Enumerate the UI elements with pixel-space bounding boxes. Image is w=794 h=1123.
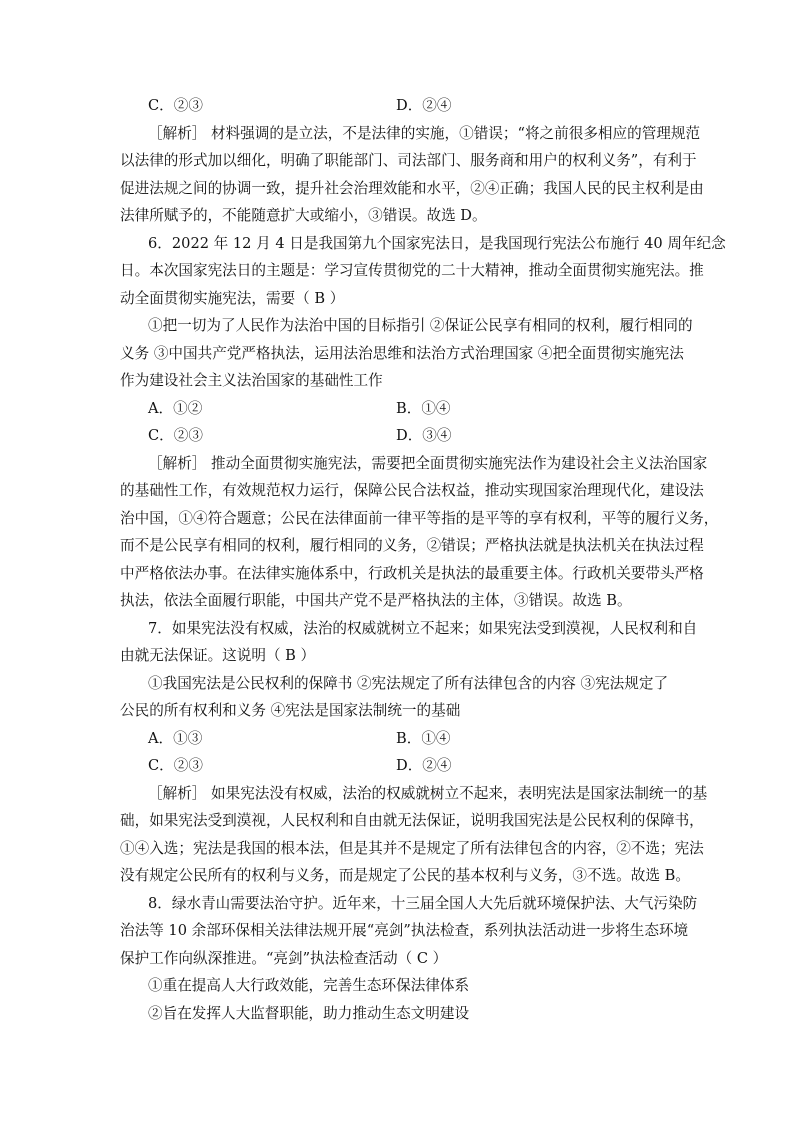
q8-stem-line: 治法等 10 余部环保相关法律法规开展“亮剑”执法检查，系列执法活动进一步将生态环境 bbox=[120, 922, 689, 939]
q8-stem-line: 保护工作向纵深推进。“亮剑”执法检查活动（ C ） bbox=[120, 950, 448, 967]
q7-option-a: A．①③ bbox=[148, 730, 203, 747]
q6-analysis-line: 的基础性工作，有效规范权力运行，保障公民合法权益，推动实现国家治理现代化，建设法 bbox=[120, 482, 704, 499]
q7-option-d: D．②④ bbox=[396, 757, 452, 774]
q6-statement-line: 义务 ③中国共产党严格执法，运用法治思维和法治方式治理国家 ④把全面贯彻实施宪法 bbox=[120, 345, 684, 362]
q5-option-d: D．②④ bbox=[396, 97, 452, 114]
q7-analysis-line: ①④入选；宪法是我国的根本法，但是其并不是规定了所有法律包含的内容，②不选；宪法 bbox=[120, 840, 704, 857]
q6-option-b: B．①④ bbox=[396, 400, 451, 417]
q8-statement-line: ①重在提高人大行政效能，完善生态环保法律体系 bbox=[148, 977, 470, 994]
q7-statement-line: ①我国宪法是公民权利的保障书 ②宪法规定了所有法律包含的内容 ③宪法规定了 bbox=[148, 675, 669, 692]
q7-stem-line: 7．如果宪法没有权威，法治的权威就树立不起来；如果宪法受到漠视，人民权利和自 bbox=[148, 620, 698, 637]
q6-stem-line: 日。本次国家宪法日的主题是：学习宣传贯彻党的二十大精神，推动全面贯彻实施宪法。推 bbox=[120, 262, 704, 279]
q7-statement-line: 公民的所有权利和义务 ④宪法是国家法制统一的基础 bbox=[120, 702, 461, 719]
q5-analysis-line: 促进法规之间的协调一致，提升社会治理效能和水平，②④正确；我国人民的民主权利是由 bbox=[120, 180, 704, 197]
q6-analysis-line: 治中国，①④符合题意；公民在法律面前一律平等指的是平等的享有权利，平等的履行义务， bbox=[120, 510, 719, 527]
q8-statement-line: ②旨在发挥人大监督职能，助力推动生态文明建设 bbox=[148, 1005, 470, 1022]
q8-stem-line: 8．绿水青山需要法治守护。近年来，十三届全国人大先后就环境保护法、大气污染防 bbox=[148, 895, 698, 912]
q7-option-c: C．②③ bbox=[148, 757, 203, 774]
q5-analysis-line: 以法律的形式加以细化，明确了职能部门、司法部门、服务商和用户的权利义务”，有利于 bbox=[120, 152, 697, 169]
q7-analysis-line: 没有规定公民所有的权利与义务，而是规定了公民的基本权利与义务，③不选。故选 B。 bbox=[120, 867, 690, 884]
q6-stem-line: 6．2022 年 12 月 4 日是我国第九个国家宪法日，是我国现行宪法公布施行 40 周年纪念 bbox=[148, 235, 726, 252]
q7-option-b: B．①④ bbox=[396, 730, 451, 747]
q6-analysis-line: ［解析］ 推动全面贯彻实施宪法，需要把全面贯彻实施宪法作为建设社会主义法治国家 bbox=[148, 455, 708, 472]
q6-statement-line: 作为建设社会主义法治国家的基础性工作 bbox=[120, 372, 383, 389]
q6-option-a: A．①② bbox=[148, 400, 203, 417]
q6-option-d: D．③④ bbox=[396, 427, 452, 444]
q6-stem-line: 动全面贯彻实施宪法，需要（ B ） bbox=[120, 290, 345, 307]
q5-analysis-line: 法律所赋予的，不能随意扩大或缩小，③错误。故选 D。 bbox=[120, 207, 487, 224]
q6-analysis-line: 中严格依法办事。在法律实施体系中，行政机关是执法的最重要主体。行政机关要带头严格 bbox=[120, 565, 704, 582]
q7-analysis-line: ［解析］ 如果宪法没有权威，法治的权威就树立不起来，表明宪法是国家法制统一的基 bbox=[148, 785, 708, 802]
q5-option-c: C．②③ bbox=[148, 97, 203, 114]
q6-analysis-line: 而不是公民享有相同的权利，履行相同的义务，②错误；严格执法就是执法机关在执法过程 bbox=[120, 537, 704, 554]
q6-option-c: C．②③ bbox=[148, 427, 203, 444]
q7-stem-line: 由就无法保证。这说明（ B ） bbox=[120, 647, 316, 664]
q7-analysis-line: 础，如果宪法受到漠视，人民权利和自由就无法保证，说明我国宪法是公民权利的保障书， bbox=[120, 812, 704, 829]
q5-analysis-line: ［解析］ 材料强调的是立法，不是法律的实施，①错误；“将之前很多相应的管理规范 bbox=[148, 125, 701, 142]
q6-statement-line: ①把一切为了人民作为法治中国的目标指引 ②保证公民享有相同的权利，履行相同的 bbox=[148, 317, 693, 334]
q6-analysis-line: 执法，依法全面履行职能，中国共产党不是严格执法的主体，③错误。故选 B。 bbox=[120, 592, 632, 609]
